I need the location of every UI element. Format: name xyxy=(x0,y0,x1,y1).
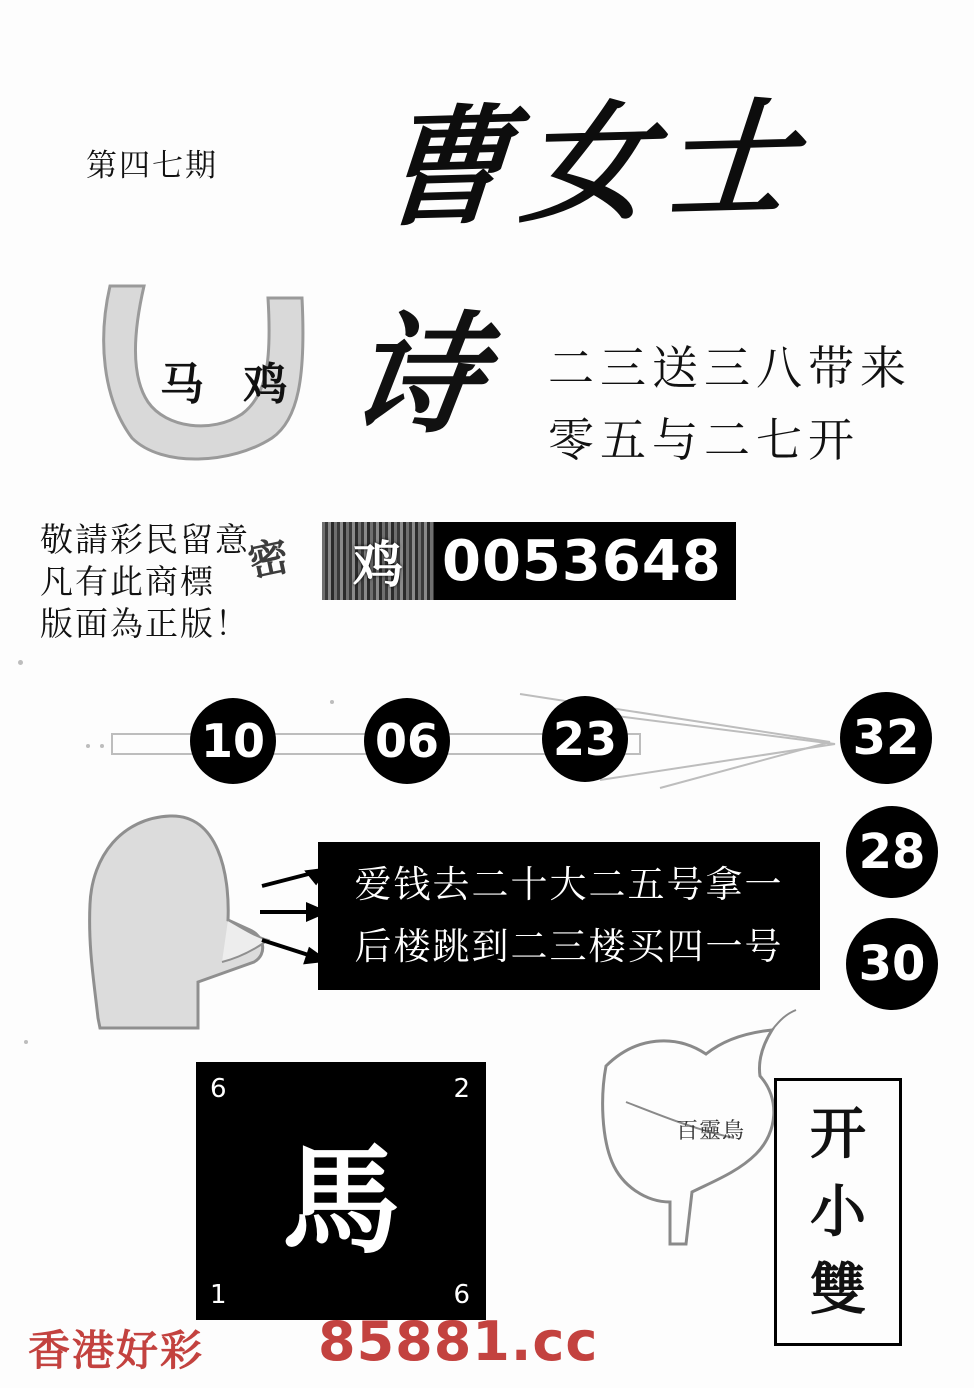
horse-card-corner-bottom-left: 1 xyxy=(210,1280,227,1310)
message-box xyxy=(318,842,820,990)
footer-site-name: 香港好彩 xyxy=(28,1326,205,1375)
code-prefix-char: 鸡 xyxy=(353,535,403,594)
number-ball: 32 xyxy=(840,692,932,784)
speckle xyxy=(86,744,90,748)
code-digits: 0053648 xyxy=(434,522,736,600)
vertical-char-2: 小 xyxy=(810,1179,866,1245)
vertical-char-1: 开 xyxy=(810,1101,866,1167)
number-ball: 23 xyxy=(542,696,628,782)
vertical-char-3: 雙 xyxy=(810,1257,866,1323)
speckle xyxy=(330,700,334,704)
notice-block xyxy=(40,520,250,646)
speaking-head-icon xyxy=(78,812,288,1032)
number-ball: 30 xyxy=(846,918,938,1010)
notice-line-2: 凡有此商標 xyxy=(40,562,215,601)
code-bar xyxy=(322,522,736,600)
poem-lines xyxy=(548,332,912,476)
vertical-text-box xyxy=(774,1078,902,1346)
stamp-icon: 密 xyxy=(244,532,294,587)
number-ball: 10 xyxy=(190,698,276,784)
number-ball: 06 xyxy=(364,698,450,784)
notice-line-1: 敬請彩民留意 xyxy=(40,520,250,559)
footer-site-url: 85881.cc xyxy=(318,1310,599,1373)
number-ball: 28 xyxy=(846,806,938,898)
speckle xyxy=(24,1040,28,1044)
notice-line-3: 版面為正版！ xyxy=(40,604,250,643)
dove-label: 百靈鳥 xyxy=(676,1119,746,1144)
blob-zodiac-chars: 马 鸡 xyxy=(160,359,300,410)
horse-card-corner-top-left: 6 xyxy=(210,1074,227,1104)
code-prefix xyxy=(322,522,434,600)
poem-line-2: 零五与二七开 xyxy=(548,413,860,467)
page-title: 曹女士 xyxy=(374,83,814,245)
horse-card-corner-top-right: 2 xyxy=(453,1074,470,1104)
poem-character: 诗 xyxy=(341,298,493,451)
speckle xyxy=(18,660,23,665)
issue-label: 第四七期 xyxy=(86,148,218,184)
message-line-2: 后楼跳到二三楼买四一号 xyxy=(354,925,784,968)
poem-line-1: 二三送三八带来 xyxy=(548,341,912,395)
horse-card-corner-bottom-right: 6 xyxy=(453,1280,470,1310)
speckle xyxy=(100,744,104,748)
horse-card-character: 馬 xyxy=(281,1131,400,1270)
horse-card xyxy=(196,1062,486,1320)
message-line-1: 爱钱去二十大二五号拿一 xyxy=(354,863,784,906)
